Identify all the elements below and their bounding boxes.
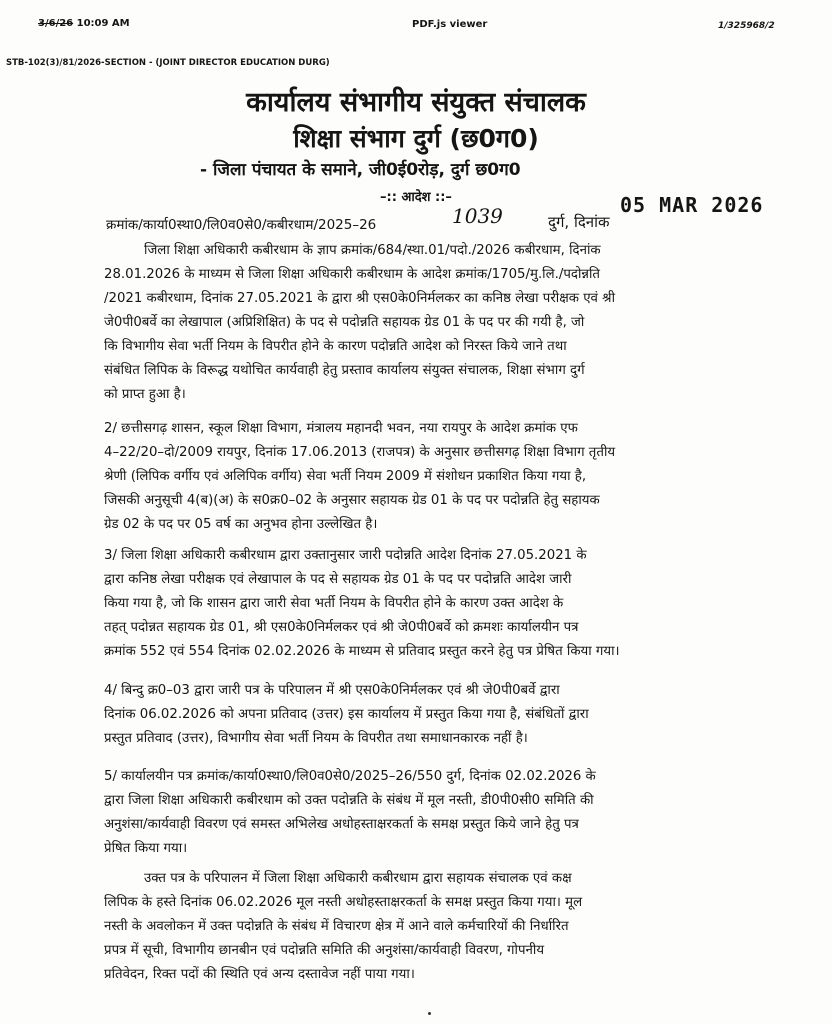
paragraph-line: 4–22/20–दो/2009 रायपुर, दिनांक 17.06.2013 (राजपत्र) के अनुसार छत्तीसगढ़ शिक्षा विभाग तृतीय — [104, 445, 616, 460]
paragraph-line: किया गया है, जो कि शासन द्वारा जारी सेवा भर्ती नियम के विपरीत होने के कारण उक्त आदेश के — [104, 596, 564, 611]
paragraph-line: द्वारा कनिष्ठ लेखा परीक्षक एवं लेखापाल के पद से सहायक ग्रेड 01 के पद पर पदोन्नति आदेश जारी — [104, 572, 572, 587]
paragraph-line: प्रस्तुत प्रतिवाद (उत्तर), विभागीय सेवा भर्ती नियम के विपरीत तथा समाधानकारक नहीं है। — [104, 731, 528, 746]
date-stamp: 05 MAR 2026 — [620, 193, 764, 217]
paragraph-line: उक्त पत्र के परिपालन में जिला शिक्षा अधिकारी कबीरधाम द्वारा सहायक संचालक एवं कक्ष — [144, 871, 572, 886]
paragraph-line: तहत् पदोन्नत सहायक ग्रेड 01, श्री एस0के0निर्मलकर एवं श्री जे0पी0बर्वे को क्रमशः कार्यालयीन पत्र — [104, 620, 579, 635]
scan-speck — [428, 1012, 431, 1015]
paragraph-line: दिनांक 06.02.2026 को अपना प्रतिवाद (उत्तर) इस कार्यालय में प्रस्तुत किया गया है, संबंधितों द्वारा — [104, 707, 589, 722]
paragraph-line: श्रेणी (लिपिक वर्गीय एवं अलिपिक वर्गीय) सेवा भर्ती नियम 2009 में संशोधन प्रकाशित किया गया है, — [104, 469, 587, 484]
office-address: - जिला पंचायत के समाने, जी0ई0रोड़, दुर्ग छ0ग0 — [200, 160, 521, 180]
paragraph-line: जिसकी अनुसूची 4(ब)(अ) के स0क्र0–02 के अनुसार सहायक ग्रेड 01 के पद पर पदोन्नति हेतु सहायक — [104, 493, 600, 508]
paragraph-line: 28.01.2026 के माध्यम से जिला शिक्षा अधिकारी कबीरधाम के आदेश क्रमांक/1705/मु.लि./पदोन्नति — [104, 267, 600, 282]
paragraph-line: 5/ कार्यालयीन पत्र क्रमांक/कार्या0स्था0/लि0व0से0/2025–26/550 दुर्ग, दिनांक 02.02.2026 के — [104, 769, 596, 784]
page-reference: 1/325968/2 — [718, 21, 775, 31]
office-division: शिक्षा संभाग दुर्ग (छ0ग0) — [293, 124, 539, 153]
paragraph-line: प्रतिवेदन, रिक्त पदों की स्थिति एवं अन्य दस्तावेज नहीं पाया गया। — [104, 967, 415, 982]
office-title: कार्यालय संभागीय संयुक्त संचालक — [246, 87, 586, 118]
paragraph-line: प्रपत्र में सूची, विभागीय छानबीन एवं पदोन्नति समिति की अनुशंसा/कार्यवाही विवरण, गोपनीय — [104, 943, 545, 958]
paragraph-line: कि विभागीय सेवा भर्ती नियम के विपरीत होने के कारण पदोन्नति आदेश को निरस्त किये जाने तथा — [104, 339, 567, 354]
print-timestamp — [38, 18, 130, 29]
paragraph-line: संबंधित लिपिक के विरूद्ध यथोचित कार्यवाही हेतु प्रस्ताव कार्यालय संयुक्त संचालक, शिक्षा संभाग दुर्ग — [104, 363, 585, 378]
paragraph-line: को प्राप्त हुआ है। — [104, 387, 186, 402]
print-time: 10:09 AM — [73, 18, 130, 29]
print-date-struck: 3/6/26 — [38, 18, 74, 29]
order-number: क्रमांक/कार्या0स्था0/लि0व0से0/कबीरधाम/2025–26 — [106, 217, 377, 233]
viewer-title: PDF.js viewer — [412, 19, 488, 30]
paragraph-line: 2/ छत्तीसगढ़ शासन, स्कूल शिक्षा विभाग, मंत्रालय महानदी भवन, नया रायपुर के आदेश क्रमांक एफ — [104, 421, 578, 436]
paragraph-line: जिला शिक्षा अधिकारी कबीरधाम के ज्ञाप क्रमांक/684/स्था.01/पदो./2026 कबीरधाम, दिनांक — [144, 243, 601, 258]
paragraph-line: प्रेषित किया गया। — [104, 841, 188, 856]
paragraph-line: नस्ती के अवलोकन में उक्त पदोन्नति के संबंध में विचारण क्षेत्र में आने वाले कर्मचारियों की निर्धारित — [104, 919, 569, 934]
handwritten-number: 1039 — [452, 204, 503, 228]
paragraph-line: 4/ बिन्दु क्र0–03 द्वारा जारी पत्र के परिपालन में श्री एस0के0निर्मलकर एवं श्री जे0पी0बर्वे द्वारा — [104, 683, 560, 698]
paragraph-line: द्वारा जिला शिक्षा अधिकारी कबीरधाम को उक्त पदोन्नति के संबंध में मूल नस्ती, डी0पी0सी0 समिति की — [104, 793, 594, 808]
paragraph-line: जे0पी0बर्वे का लेखापाल (अप्रिशिक्षित) के पद से पदोन्नति सहायक ग्रेड 01 के पद पर की गयी है, जो — [104, 315, 585, 330]
paragraph-line: लिपिक के हस्ते दिनांक 06.02.2026 मूल नस्ती अधोहस्ताक्षरकर्ता के समक्ष प्रस्तुत किया गया। मूल — [104, 895, 583, 910]
file-reference: STB-102(3)/81/2026-SECTION - (JOINT DIRECTOR EDUCATION DURG) — [6, 58, 330, 68]
order-place-date: दुर्ग, दिनांक — [548, 213, 610, 231]
paragraph-line: 3/ जिला शिक्षा अधिकारी कबीरधाम द्वारा उक्तानुसार जारी पदोन्नति आदेश दिनांक 27.05.2021 के — [104, 548, 587, 563]
order-heading: –:: आदेश ::– — [380, 190, 452, 205]
paragraph-line: अनुशंसा/कार्यवाही विवरण एवं समस्त अभिलेख अधोहस्ताक्षरकर्ता के समक्ष प्रस्तुत किये जाने हेतु पत्र — [104, 817, 579, 832]
paragraph-line: क्रमांक 552 एवं 554 दिनांक 02.02.2026 के माध्यम से प्रतिवाद प्रस्तुत करने हेतु पत्र प्रेषित किया गया। — [104, 644, 620, 659]
paragraph-line: /2021 कबीरधाम, दिनांक 27.05.2021 के द्वारा श्री एस0के0निर्मलकर का कनिष्ठ लेखा परीक्षक एवं श्री — [104, 291, 616, 306]
paragraph-line: ग्रेड 02 के पद पर 05 वर्ष का अनुभव होना उल्लेखित है। — [104, 517, 378, 532]
